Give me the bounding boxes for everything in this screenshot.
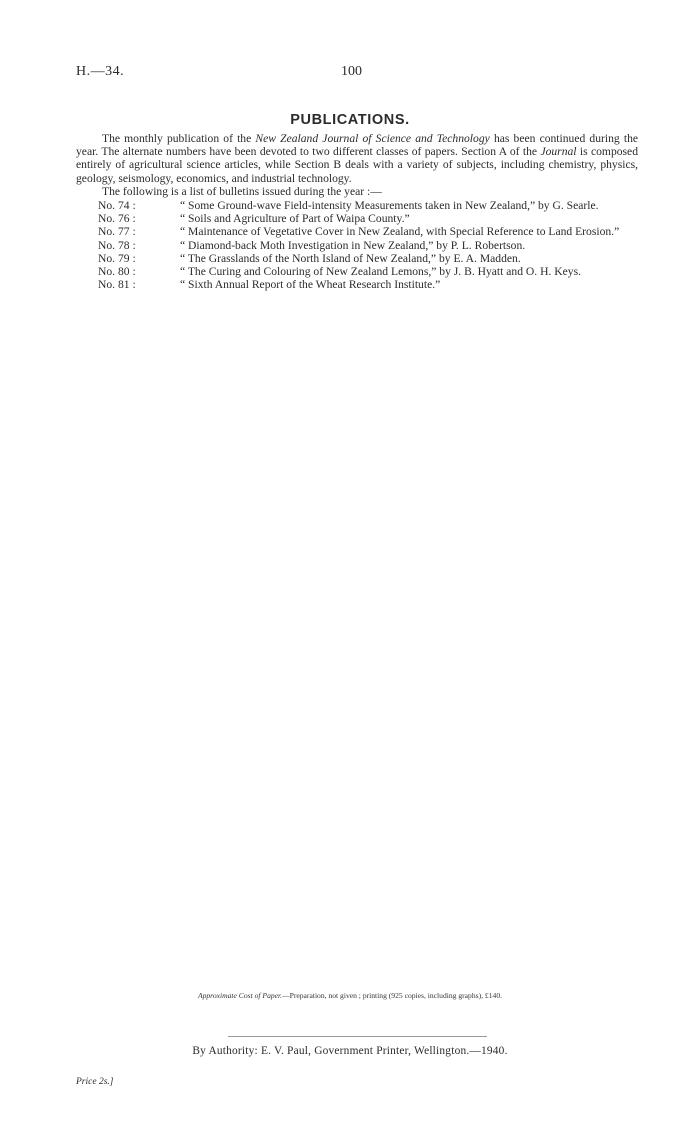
bulletin-item [76, 252, 638, 265]
bulletin-number: No. 77 : [98, 225, 136, 239]
body-text [76, 132, 638, 291]
bulletin-item [76, 265, 638, 278]
bulletins-intro: The following is a list of bulletins issued during the year :— [102, 184, 382, 198]
bulletin-title: “ Maintenance of Vegetative Cover in New Zealand, with Special Reference to Land Erosion.” [180, 225, 620, 239]
bulletin-number: No. 80 : [98, 265, 136, 279]
bulletin-number: No. 76 : [98, 212, 136, 226]
bulletin-item [76, 212, 638, 225]
cost-label: Approximate Cost of Paper. [197, 991, 283, 1000]
bulletin-title: “ The Curing and Colouring of New Zealand Lemons,” by J. B. Hyatt and O. H. Keys. [180, 265, 581, 279]
bulletin-number: No. 74 : [98, 199, 136, 213]
bulletin-title: “ Sixth Annual Report of the Wheat Research Institute.” [180, 278, 441, 292]
bulletin-title: “ Some Ground-wave Field-intensity Measurements taken in New Zealand,” by G. Searle. [180, 199, 599, 213]
bulletin-item [76, 199, 638, 212]
intro-text-1: The monthly publication of the [102, 132, 252, 145]
intro-text-3: is composed entirely of agricultural science articles, while Section B deals with a variety of subjects, including chemistry, physics, geology, seismology, economics, and industrial technology. [76, 145, 639, 185]
printer-authority: By Authority: E. V. Paul, Government Printer, Wellington.—1940. [192, 1045, 508, 1057]
section-title: PUBLICATIONS. [290, 112, 410, 128]
price-note: Price 2s.] [76, 1077, 114, 1087]
page-number: 100 [341, 64, 362, 79]
bulletin-title: “ The Grasslands of the North Island of New Zealand,” by E. A. Madden. [180, 251, 521, 265]
page-header [0, 64, 700, 84]
bulletin-item [76, 225, 638, 238]
paper-cost-note [0, 991, 700, 1000]
bulletin-number: No. 81 : [98, 278, 136, 292]
cost-text: —Preparation, not given ; printing (925 copies, including graphs), £140. [282, 991, 503, 1000]
bulletin-title: “ Diamond-back Moth Investigation in New Zealand,” by P. L. Robertson. [180, 238, 526, 252]
journal-name: New Zealand Journal of Science and Technology [255, 132, 490, 145]
bulletin-list [76, 199, 638, 291]
bulletin-number: No. 78 : [98, 238, 136, 252]
bulletin-title: “ Soils and Agriculture of Part of Waipa County.” [180, 212, 410, 226]
intro-paragraph [76, 132, 638, 185]
bulletin-item [76, 278, 638, 291]
journal-short: Journal [540, 145, 577, 159]
bulletin-item [76, 239, 638, 252]
document-reference: H.—34. [76, 64, 125, 79]
bulletin-number: No. 79 : [98, 251, 136, 265]
intro-text-2: has been continued during the year. The alternate numbers have been devoted to two different classes of papers. Section A of the [76, 132, 639, 159]
footer-divider [228, 1036, 487, 1037]
